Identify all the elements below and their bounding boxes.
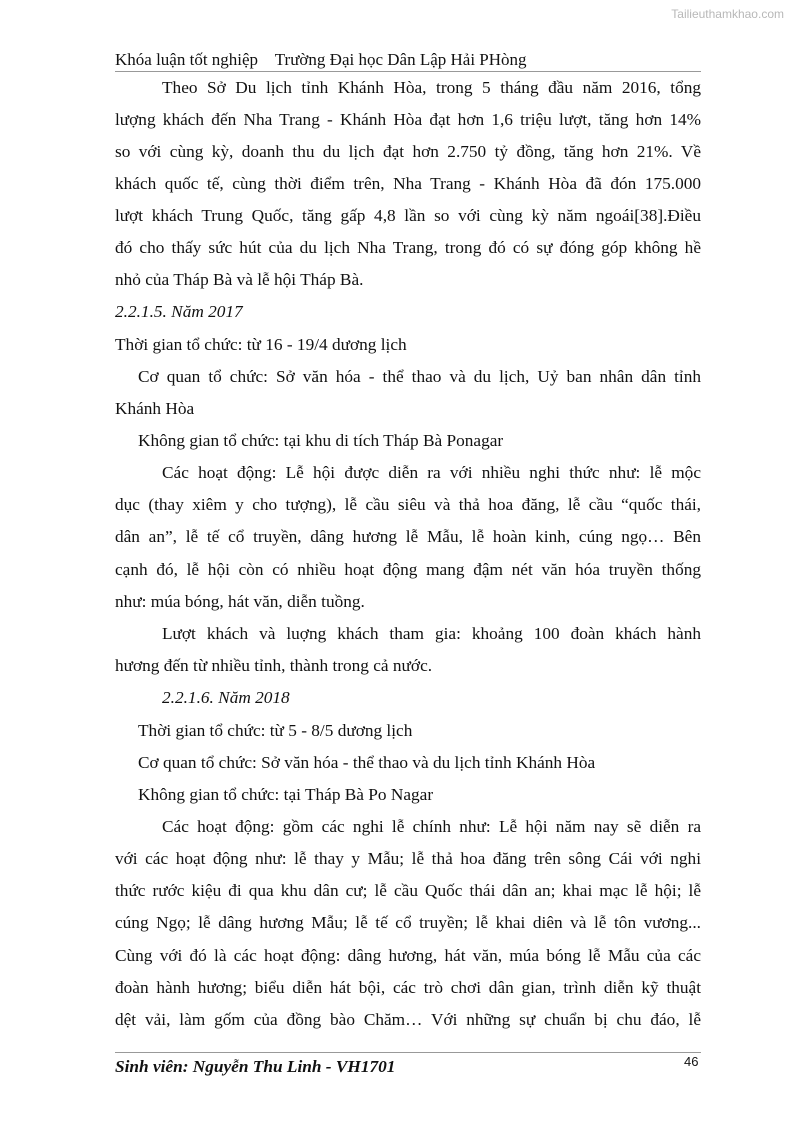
body-line: đoàn hành hương; biểu diễn hát bội, các trò chơi dân gian, trình diễn kỹ thuật [115, 978, 701, 997]
body-line: Các hoạt động: Lễ hội được diễn ra với nhiều nghi thức như: lễ mộc [162, 463, 701, 482]
body-line: với các hoạt động như: lễ thay y Mẫu; lễ thả hoa đăng trên sông Cái với nghi [115, 849, 701, 868]
header-university-label: Trường Đại học Dân Lập Hải PHòng [274, 50, 527, 69]
body-line: Khánh Hòa [115, 399, 195, 418]
section-heading-2017: 2.2.1.5. Năm 2017 [115, 302, 243, 321]
body-line: Thời gian tổ chức: từ 5 - 8/5 dương lịch [138, 721, 413, 740]
body-line: thức rước kiệu đi qua khu dân cư; lễ cầu Quốc thái dân an; khai mạc lễ hội; lễ [115, 881, 701, 900]
body-line: dục (thay xiêm y cho tượng), lễ cầu siêu và thả hoa đăng, lễ cầu “quốc thái, [115, 495, 701, 514]
body-line: cạnh đó, lễ hội còn có nhiều hoạt động mang đậm nét văn hóa truyền thống [115, 560, 701, 579]
body-line: Cơ quan tổ chức: Sở văn hóa - thể thao và du lịch tỉnh Khánh Hòa [138, 753, 596, 772]
body-line: Thời gian tổ chức: từ 16 - 19/4 dương lịch [115, 335, 407, 354]
body-line: lượt khách Trung Quốc, tăng gấp 4,8 lần so với cùng kỳ năm ngoái[38].Điều [115, 206, 701, 225]
page-number: 46 [684, 1054, 699, 1069]
body-line: Cơ quan tổ chức: Sở văn hóa - thể thao và du lịch, Uỷ ban nhân dân tỉnh [138, 367, 701, 386]
body-line: Cùng với đó là các hoạt động: dâng hương, hát văn, múa bóng lễ Mẫu của các [115, 946, 701, 965]
body-line: Lượt khách và luợng khách tham gia: khoảng 100 đoàn khách hành [162, 624, 701, 643]
body-line: như: múa bóng, hát văn, diễn tuồng. [115, 592, 365, 611]
body-line: dân an”, lễ tế cổ truyền, dâng hương lễ Mẫu, lễ hoàn kinh, cúng ngọ… Bên [115, 527, 701, 546]
body-line: so với cùng kỳ, doanh thu du lịch đạt hơn 2.750 tỷ đồng, tăng hơn 21%. Về [115, 142, 701, 161]
body-line: Không gian tổ chức: tại khu di tích Tháp Bà Ponagar [138, 431, 504, 450]
body-line: dệt vải, làm gốm của đồng bào Chăm… Với những sự chuẩn bị chu đáo, lễ [115, 1010, 701, 1029]
footer-student: Sinh viên: Nguyễn Thu Linh - VH1701 [115, 1057, 396, 1076]
page-header [115, 50, 527, 70]
body-line: lượng khách đến Nha Trang - Khánh Hòa đạt hơn 1,6 triệu lượt, tăng hơn 14% [115, 110, 701, 129]
section-heading-2018: 2.2.1.6. Năm 2018 [162, 688, 290, 707]
body-line: Không gian tổ chức: tại Tháp Bà Po Nagar [138, 785, 434, 804]
watermark: Tailieuthamkhao.com [671, 7, 784, 21]
header-thesis-label: Khóa luận tốt nghiệp [115, 50, 259, 69]
body-line: cúng Ngọ; lễ dâng hương Mẫu; lễ tế cổ truyền; lễ khai diên và lễ tôn vương... [115, 913, 701, 932]
body-line: Các hoạt động: gồm các nghi lễ chính như: Lễ hội năm nay sẽ diễn ra [162, 817, 701, 836]
header-divider [115, 71, 701, 72]
body-line: Theo Sở Du lịch tỉnh Khánh Hòa, trong 5 tháng đầu năm 2016, tổng [162, 78, 701, 97]
body-line: hương đến từ nhiều tỉnh, thành trong cả nước. [115, 656, 433, 675]
body-line: nhỏ của Tháp Bà và lễ hội Tháp Bà. [115, 270, 364, 289]
body-line: đó cho thấy sức hút của du lịch Nha Trang, trong đó có sự đóng góp không hề [115, 238, 701, 257]
footer-divider [115, 1052, 701, 1053]
body-line: khách quốc tế, cùng thời điểm trên, Nha Trang - Khánh Hòa đã đón 175.000 [115, 174, 701, 193]
